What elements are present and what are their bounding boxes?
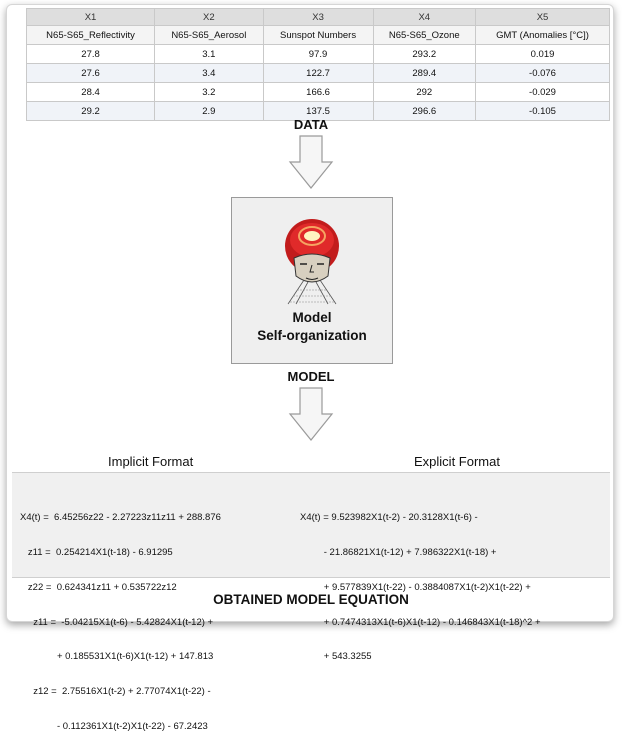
table-cell: 296.6: [373, 102, 475, 121]
data-table: [26, 8, 610, 121]
equation-line: X4(t) = 9.523982X1(t-2) - 20.3128X1(t-6) -: [300, 512, 478, 524]
table-cell: 293.2: [373, 45, 475, 64]
table-cell: 27.6: [27, 64, 155, 83]
table-cell: 97.9: [263, 45, 373, 64]
variable-name: N65-S65_Aerosol: [155, 26, 263, 45]
table-header-row: [27, 9, 610, 26]
table-cell: 27.8: [27, 45, 155, 64]
equation-line: z11 = 0.254214X1(t-18) - 6.91295: [20, 546, 173, 558]
table-cell: 292: [373, 83, 475, 102]
implicit-equations: [20, 489, 221, 744]
table-cell: 3.4: [155, 64, 263, 83]
equation-line: X4(t) = 6.45256z22 - 2.27223z11z11 + 288.876: [20, 512, 221, 524]
col-header: X2: [155, 9, 263, 26]
table-row: [27, 64, 610, 83]
data-label: DATA: [293, 117, 329, 132]
equation-line: - 0.112361X1(t-2)X1(t-22) - 67.2423: [20, 720, 208, 732]
explicit-equations: [300, 489, 541, 675]
table-cell: 3.2: [155, 83, 263, 102]
equation-line: z11 = -5.04215X1(t-6) - 5.42824X1(t-12) +: [20, 616, 214, 628]
col-header: X3: [263, 9, 373, 26]
equation-line: z22 = 0.624341z11 + 0.535722z12: [20, 581, 177, 593]
equation-line: - 21.86821X1(t-12) + 7.986322X1(t-18) +: [300, 546, 497, 558]
col-header: X4: [373, 9, 475, 26]
model-box: [231, 197, 393, 364]
model-box-text: [232, 309, 392, 345]
table-cell: 3.1: [155, 45, 263, 64]
table-cell: 137.5: [263, 102, 373, 121]
table-cell: 2.9: [155, 102, 263, 121]
down-arrow-icon: [288, 387, 334, 442]
equation-line: z12 = 2.75516X1(t-2) + 2.77074X1(t-22) -: [20, 686, 211, 698]
table-cell: -0.076: [476, 64, 610, 83]
table-cell: 29.2: [27, 102, 155, 121]
variable-name: Sunspot Numbers: [263, 26, 373, 45]
table-cell: 289.4: [373, 64, 475, 83]
table-cell: -0.105: [476, 102, 610, 121]
table-cell: -0.029: [476, 83, 610, 102]
equation-line: + 9.577839X1(t-22) - 0.3884087X1(t-2)X1(t-22) +: [300, 581, 531, 593]
down-arrow-icon: [288, 135, 334, 190]
model-title: Model: [292, 310, 332, 325]
obtained-equation-label: OBTAINED MODEL EQUATION: [213, 592, 409, 607]
table-cell: 166.6: [263, 83, 373, 102]
col-header: X5: [476, 9, 610, 26]
table-row: [27, 83, 610, 102]
table-cell: 28.4: [27, 83, 155, 102]
table-cell: 122.7: [263, 64, 373, 83]
equation-line: + 0.7474313X1(t-6)X1(t-12) - 0.146843X1(t-18)^2 +: [300, 616, 541, 628]
table-name-row: [27, 26, 610, 45]
table-cell: 0.019: [476, 45, 610, 64]
variable-name: GMT (Anomalies [°C]): [476, 26, 610, 45]
variable-name: N65-S65_Ozone: [373, 26, 475, 45]
logo-icon: [274, 214, 350, 306]
table-row: [27, 45, 610, 64]
implicit-format-title: Implicit Format: [108, 454, 194, 469]
col-header: X1: [27, 9, 155, 26]
explicit-format-title: Explicit Format: [414, 454, 500, 469]
equation-line: + 0.185531X1(t-6)X1(t-12) + 147.813: [20, 651, 214, 663]
model-label: MODEL: [287, 369, 335, 384]
model-subtitle: Self-organization: [257, 328, 367, 343]
variable-name: N65-S65_Reflectivity: [27, 26, 155, 45]
equation-line: + 543.3255: [300, 651, 372, 663]
